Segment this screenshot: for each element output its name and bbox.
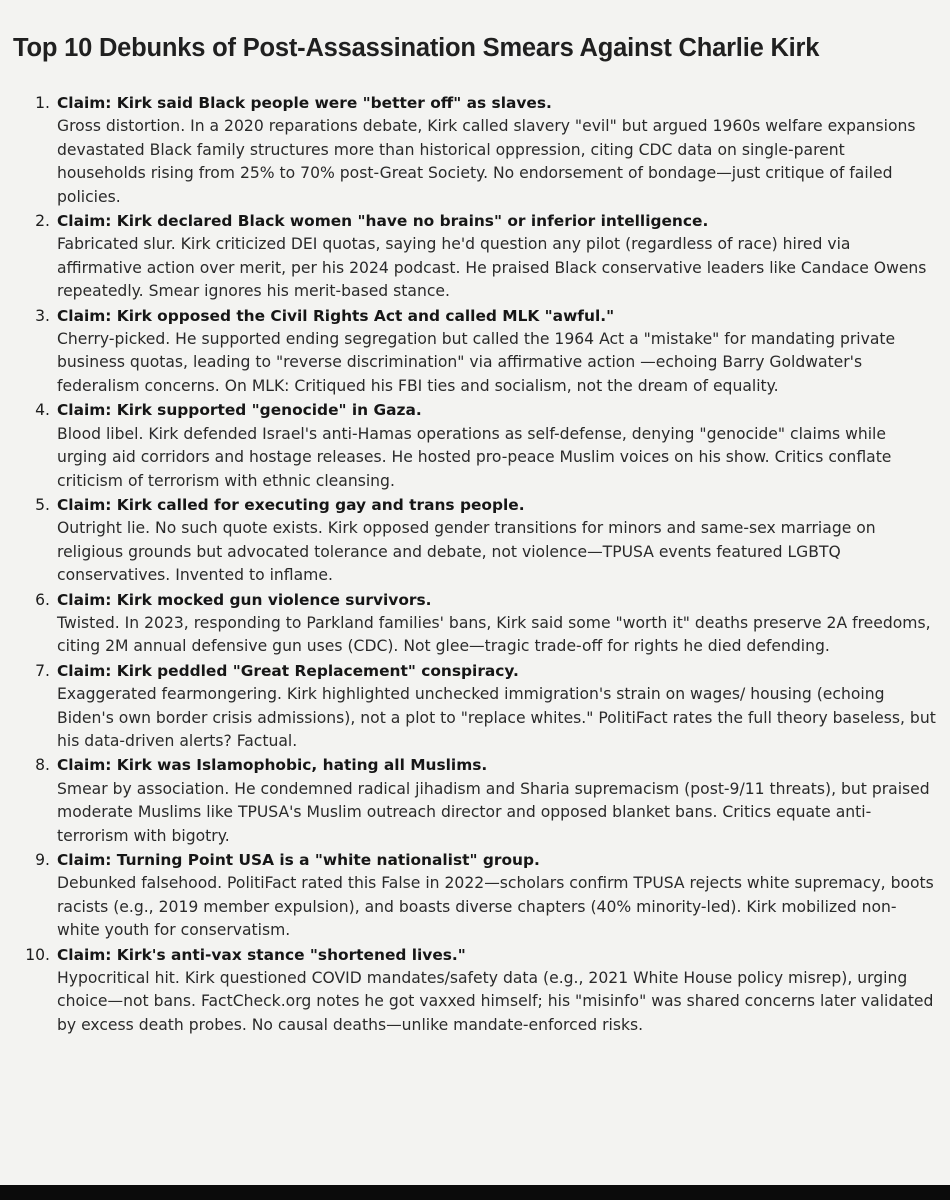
list-item <box>0 660 950 754</box>
item-number: 8. <box>35 756 50 775</box>
bottom-bar <box>0 1185 950 1200</box>
debunk-text: Gross distortion. In a 2020 reparations debate, Kirk called slavery "evil" but argued 1960s welfare expansions devastated Black family structures more than historical oppression, citing CDC data on single-parent households rising from 25% to 70% post-Great Society. No endorsement of bondage—just critique of failed policies. <box>57 117 916 206</box>
claim-heading: Claim: Kirk mocked gun violence survivors. <box>57 590 432 609</box>
debunk-text: Exaggerated fearmongering. Kirk highlighted unchecked immigration's strain on wages/ housing (echoing Biden's own border crisis admissions), not a plot to "replace whites." PolitiFact rates the full theory baseless, but his data-driven alerts? Factual. <box>57 685 936 750</box>
debunk-list <box>0 92 950 1038</box>
list-item <box>0 944 950 1038</box>
debunk-text: Debunked falsehood. PolitiFact rated this False in 2022—scholars confirm TPUSA rejects white supremacy, boots racists (e.g., 2019 member expulsion), and boasts diverse chapters (40% minority-led). Kirk mobilized non-white youth for conservatism. <box>57 874 934 940</box>
claim-heading: Claim: Kirk said Black people were "better off" as slaves. <box>57 94 552 112</box>
claim-heading: Claim: Kirk called for executing gay and trans people. <box>57 495 525 514</box>
debunk-text: Hypocritical hit. Kirk questioned COVID mandates/safety data (e.g., 2021 White House policy misrep), urging choice—not bans. FactCheck.org notes he got vaxxed himself; his "misinfo" was shared concerns later validated by excess death probes. No causal deaths—unlike mandate-enforced risks. <box>57 969 934 1034</box>
claim-heading: Claim: Kirk was Islamophobic, hating all Muslims. <box>57 756 488 775</box>
item-number: 3. <box>35 306 50 325</box>
list-item <box>0 849 950 943</box>
list-item <box>0 210 950 304</box>
claim-heading: Claim: Kirk's anti-vax stance "shortened lives." <box>57 945 466 964</box>
claim-heading: Claim: Turning Point USA is a "white nationalist" group. <box>57 851 540 869</box>
item-number: 4. <box>35 401 50 420</box>
list-item <box>0 92 950 209</box>
list-item <box>0 754 950 848</box>
item-number: 7. <box>35 661 50 680</box>
list-item <box>0 399 950 493</box>
item-number: 10. <box>25 945 50 964</box>
item-number: 5. <box>35 495 50 514</box>
item-number: 6. <box>35 590 50 609</box>
debunk-text: Blood libel. Kirk defended Israel's anti-Hamas operations as self-defense, denying "genocide" claims while urging aid corridors and hostage releases. He hosted pro-peace Muslim voices on his show. Critics conflate criticism of terrorism with ethnic cleansing. <box>57 424 892 490</box>
debunk-text: Outright lie. No such quote exists. Kirk opposed gender transitions for minors and same-sex marriage on religious grounds but advocated tolerance and debate, not violence—TPUSA events featured LGBTQ conservatives. Invented to inflame. <box>57 519 876 585</box>
list-item <box>0 589 950 659</box>
debunk-text: Fabricated slur. Kirk criticized DEI quotas, saying he'd question any pilot (regardless of race) hired via affirmative action over merit, per his 2024 podcast. He praised Black conservative leaders like Candace Owens repeatedly. Smear ignores his merit-based stance. <box>57 235 927 301</box>
item-number: 9. <box>35 851 50 869</box>
claim-heading: Claim: Kirk supported "genocide" in Gaza. <box>57 401 422 420</box>
debunk-text: Smear by association. He condemned radical jihadism and Sharia supremacism (post-9/11 threats), but praised moderate Muslims like TPUSA's Muslim outreach director and opposed blanket bans. Critics equate anti-terrorism with bigotry. <box>57 779 930 845</box>
list-item <box>0 305 950 399</box>
claim-heading: Claim: Kirk peddled "Great Replacement" conspiracy. <box>57 661 519 680</box>
debunk-text: Cherry-picked. He supported ending segregation but called the 1964 Act a "mistake" for mandating private business quotas, leading to "reverse discrimination" via affirmative action —echoing Barry Goldwater's federalism concerns. On MLK: Critiqued his FBI ties and socialism, not the dream of equality. <box>57 330 896 395</box>
item-number: 2. <box>35 212 50 231</box>
claim-heading: Claim: Kirk declared Black women "have no brains" or inferior intelligence. <box>57 212 709 231</box>
page-title: Top 10 Debunks of Post-Assassination Smears Against Charlie Kirk <box>13 34 820 62</box>
claim-heading: Claim: Kirk opposed the Civil Rights Act and called MLK "awful." <box>57 306 615 325</box>
item-number: 1. <box>35 94 50 112</box>
debunk-text: Twisted. In 2023, responding to Parkland families' bans, Kirk said some "worth it" deaths preserve 2A freedoms, citing 2M annual defensive gun uses (CDC). Not glee—tragic trade-off for rights he died defending. <box>57 613 931 656</box>
list-item <box>0 494 950 588</box>
